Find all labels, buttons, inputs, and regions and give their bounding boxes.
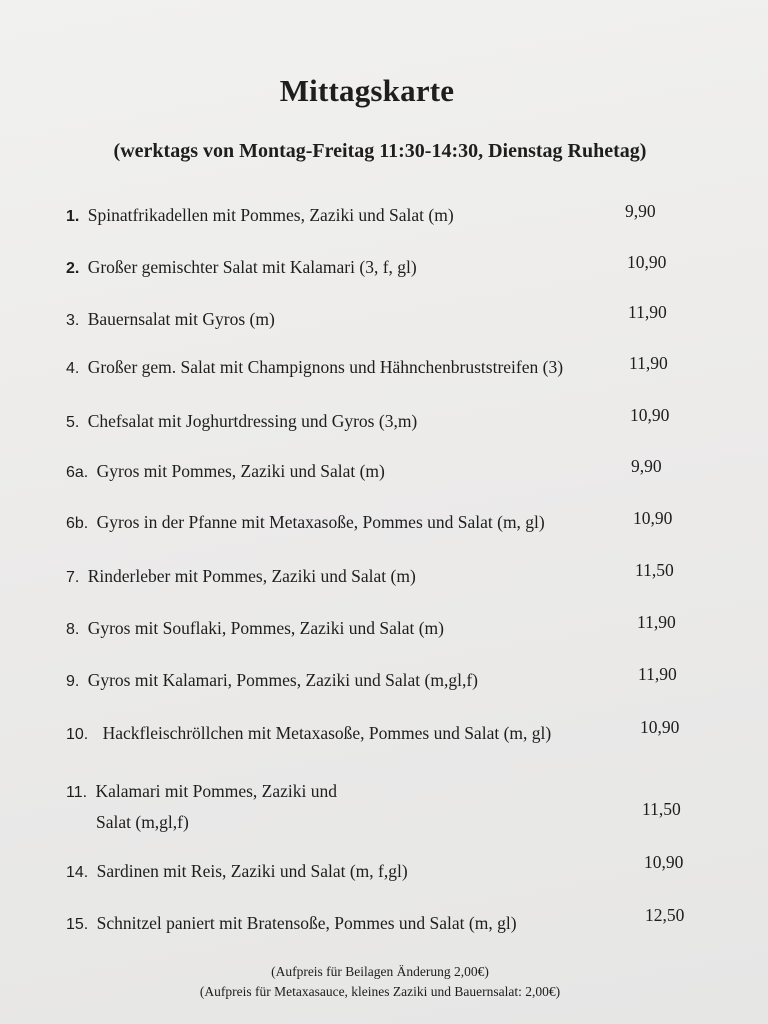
menu-item bbox=[66, 913, 517, 934]
item-number: 2. bbox=[66, 260, 80, 277]
item-description: Schnitzel paniert mit Bratensoße, Pommes und Salat (m, gl) bbox=[96, 913, 517, 933]
item-number: 11. bbox=[66, 784, 88, 801]
item-description: Gyros in der Pfanne mit Metaxasoße, Pommes und Salat (m, gl) bbox=[96, 512, 545, 532]
footnote-extras: (Aufpreis für Metaxasauce, kleines Zaziki und Bauernsalat: 2,00€) bbox=[199, 984, 561, 999]
menu-title: Mittagskarte bbox=[279, 73, 455, 108]
menu-item bbox=[66, 309, 275, 330]
menu-item bbox=[66, 257, 417, 278]
item-number: 5. bbox=[66, 414, 80, 431]
item-price: 11,90 bbox=[628, 302, 667, 322]
item-price: 10,90 bbox=[644, 852, 684, 872]
item-description: Gyros mit Kalamari, Pommes, Zaziki und Salat (m,gl,f) bbox=[87, 670, 478, 690]
item-number: 9. bbox=[66, 673, 80, 690]
menu-item bbox=[66, 670, 478, 691]
item-number: 14. bbox=[66, 864, 89, 881]
item-number: 6b. bbox=[66, 515, 89, 532]
menu-item bbox=[66, 618, 444, 639]
item-price: 9,90 bbox=[631, 456, 662, 476]
item-description: Bauernsalat mit Gyros (m) bbox=[87, 309, 275, 329]
item-number: 15. bbox=[66, 916, 89, 933]
item-description: Großer gem. Salat mit Champignons und Hähnchenbruststreifen (3) bbox=[87, 357, 564, 377]
menu-item bbox=[66, 512, 545, 533]
item-price: 9,90 bbox=[625, 201, 656, 221]
item-description-continued: Salat (m,gl,f) bbox=[96, 812, 189, 832]
item-price: 11,90 bbox=[638, 664, 677, 684]
item-price: 10,90 bbox=[627, 252, 667, 272]
menu-item bbox=[66, 461, 385, 482]
item-number: 8. bbox=[66, 621, 80, 638]
menu-item bbox=[66, 566, 416, 587]
item-description: Chefsalat mit Joghurtdressing und Gyros (3,m) bbox=[87, 411, 418, 431]
item-price: 10,90 bbox=[640, 717, 680, 737]
footnote-side-change: (Aufpreis für Beilagen Änderung 2,00€) bbox=[271, 964, 489, 979]
item-description: Großer gemischter Salat mit Kalamari (3, f, gl) bbox=[87, 257, 417, 277]
item-price: 11,90 bbox=[629, 353, 668, 373]
item-number: 3. bbox=[66, 312, 80, 329]
item-number: 4. bbox=[66, 360, 80, 377]
item-price: 12,50 bbox=[645, 905, 685, 925]
item-price: 11,50 bbox=[642, 799, 681, 819]
menu-subtitle: (werktags von Montag-Freitag 11:30-14:30, Dienstag Ruhetag) bbox=[113, 140, 647, 162]
item-number: 1. bbox=[66, 208, 80, 225]
item-description: Gyros mit Souflaki, Pommes, Zaziki und Salat (m) bbox=[87, 618, 444, 638]
item-price: 10,90 bbox=[630, 405, 670, 425]
item-description: Sardinen mit Reis, Zaziki und Salat (m, f,gl) bbox=[96, 861, 408, 881]
item-description: Gyros mit Pommes, Zaziki und Salat (m) bbox=[96, 461, 385, 481]
menu-item bbox=[66, 861, 408, 882]
menu-item bbox=[66, 411, 417, 432]
item-price: 11,50 bbox=[635, 560, 674, 580]
item-number: 6a. bbox=[66, 464, 89, 481]
menu-item bbox=[66, 723, 551, 744]
menu-item bbox=[66, 781, 337, 833]
item-description: Rinderleber mit Pommes, Zaziki und Salat (m) bbox=[87, 566, 416, 586]
item-number: 7. bbox=[66, 569, 80, 586]
item-number: 10. bbox=[66, 726, 89, 743]
item-price: 10,90 bbox=[633, 508, 673, 528]
item-price: 11,90 bbox=[637, 612, 676, 632]
item-description: Spinatfrikadellen mit Pommes, Zaziki und Salat (m) bbox=[87, 205, 454, 225]
menu-item bbox=[66, 357, 563, 378]
menu-item bbox=[66, 205, 454, 226]
item-description: Kalamari mit Pommes, Zaziki und bbox=[95, 781, 337, 801]
item-description: Hackfleischröllchen mit Metaxasoße, Pommes und Salat (m, gl) bbox=[102, 723, 552, 743]
